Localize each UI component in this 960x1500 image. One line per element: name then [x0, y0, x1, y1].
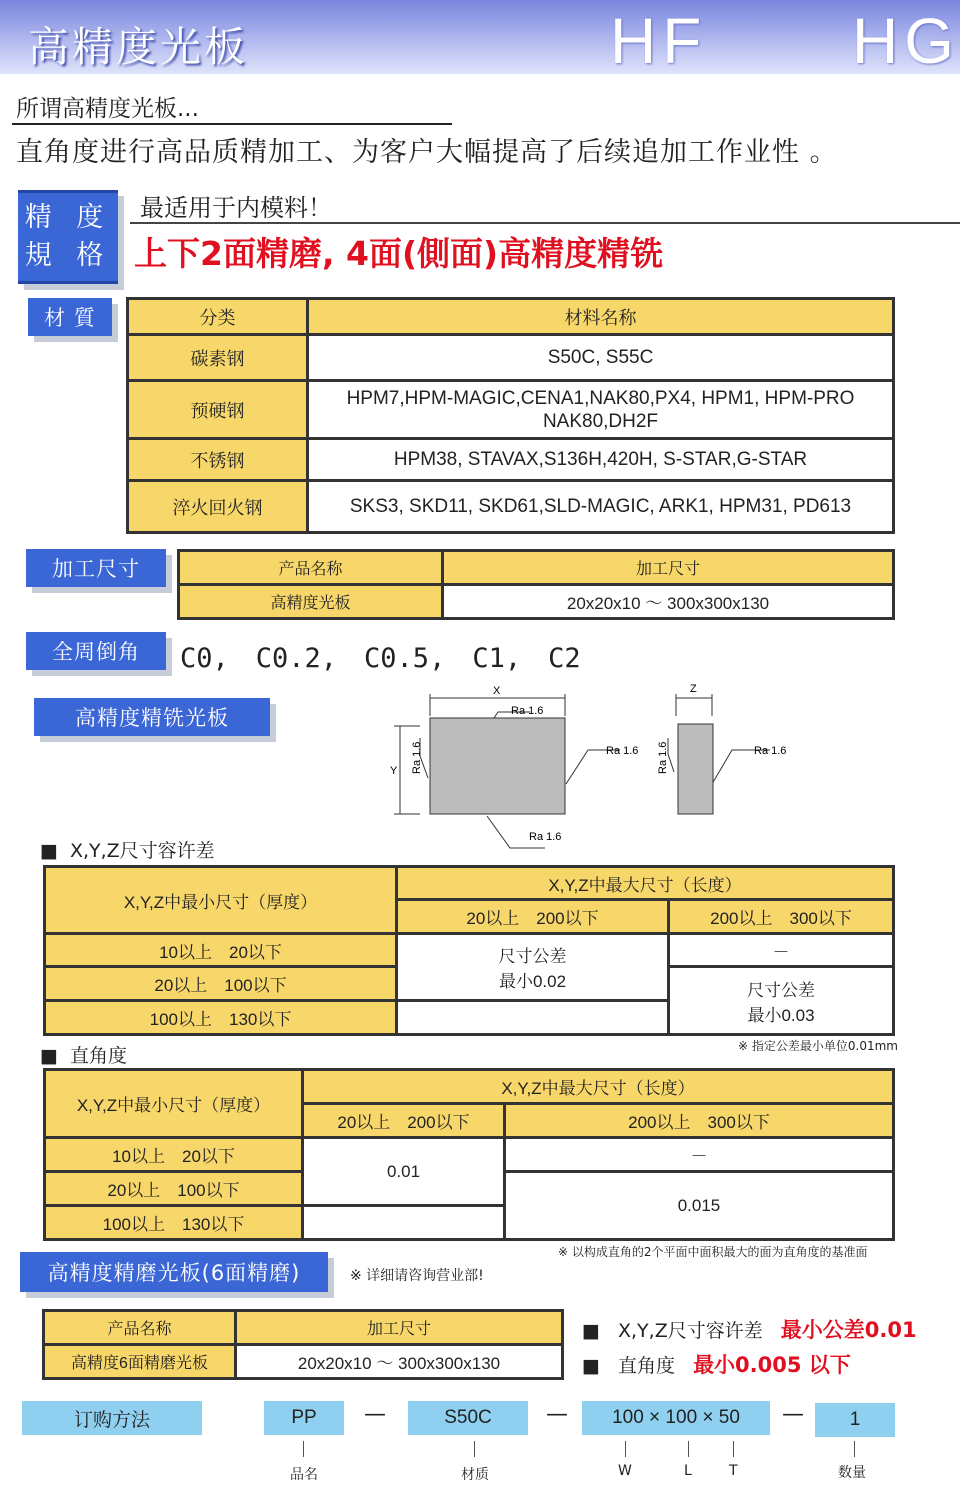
- material-category: 不锈钢: [128, 439, 308, 481]
- series-code-hf: HF: [610, 5, 708, 77]
- tolerance-note: ※ 指定公差最小单位0.01mm: [738, 1039, 898, 1053]
- tolerance-value-1-line2: 最小0.02: [498, 972, 567, 991]
- size-label: 加工尺寸: [26, 549, 166, 587]
- ra-z-right: Ra 1.6: [754, 745, 787, 757]
- squareness-value-1: 0.01: [303, 1138, 505, 1206]
- tolerance-value-1: [397, 934, 669, 1001]
- order-label-w: W: [618, 1463, 632, 1479]
- order-dash: —: [782, 1402, 804, 1427]
- order-leader: [688, 1441, 689, 1457]
- page-header: [0, 0, 960, 77]
- size-range: 20x20x10 ～ 300x300x130: [443, 585, 894, 619]
- material-table: [126, 297, 895, 534]
- squareness-col1: 20以上 200以下: [303, 1104, 505, 1138]
- tolerance-dash: －: [669, 934, 894, 967]
- ground-range: 20x20x10 ～ 300x300x130: [236, 1345, 563, 1379]
- material-category: 碳素钢: [128, 335, 308, 381]
- intro-divider: [12, 123, 452, 125]
- squareness-value-2: 0.015: [505, 1172, 894, 1240]
- ground-note: ※ 详细请咨询营业部!: [350, 1268, 484, 1284]
- tolerance-value-1-line1: 尺寸公差: [498, 947, 567, 966]
- order-dash: —: [364, 1402, 386, 1427]
- ground-label: 高精度精磨光板(6面精磨): [20, 1252, 328, 1292]
- size-header-product: 产品名称: [179, 551, 443, 585]
- squareness-title: ■ 直角度: [40, 1041, 127, 1068]
- order-leader: [303, 1441, 304, 1457]
- order-label-l: L: [684, 1463, 692, 1479]
- order-code-box: PP: [264, 1401, 344, 1435]
- axis-z: Z: [690, 683, 697, 695]
- order-label-qty: 数量: [838, 1465, 866, 1481]
- page-title: 高精度光板: [28, 23, 248, 71]
- squareness-row-label: 20以上 100以下: [45, 1172, 303, 1206]
- material-names: SKS3, SKD11, SKD61,SLD-MAGIC, ARK1, HPM31, PD613: [308, 481, 894, 533]
- tolerance-value-2-line2: 最小0.03: [747, 1005, 815, 1025]
- ground-table: [42, 1309, 564, 1380]
- material-names: [308, 381, 894, 439]
- material-names-line2: NAK80,DH2F: [542, 410, 659, 432]
- intro-heading: 所谓高精度光板...: [16, 96, 199, 122]
- spec-label-box: [18, 190, 118, 284]
- spec-label-line2: 規 格: [24, 240, 112, 271]
- size-header-range: 加工尺寸: [443, 551, 894, 585]
- tolerance-col2: 200以上 300以下: [669, 900, 894, 934]
- squareness-min-head: X,Y,Z中最小尺寸（厚度）: [45, 1070, 303, 1138]
- tolerance-row-label: 20以上 100以下: [45, 967, 397, 1001]
- chamfer-label: 全周倒角: [26, 632, 166, 670]
- chamfer-values: C0, C0.2, C0.5, C1, C2: [180, 643, 581, 674]
- ground-spec-1-label: X,Y,Z尺寸容许差: [618, 1320, 763, 1342]
- order-material-box: S50C: [408, 1401, 528, 1435]
- order-dash: —: [546, 1402, 568, 1427]
- tolerance-empty-cell: [397, 1001, 669, 1035]
- tolerance-value-2-line1: 尺寸公差: [747, 980, 815, 1000]
- ra-bottom: Ra 1.6: [529, 831, 562, 843]
- spec-divider: [130, 222, 960, 224]
- axis-x: X: [493, 685, 501, 697]
- series-code-hg: HG: [852, 5, 960, 77]
- ground-product: 高精度6面精磨光板: [44, 1345, 236, 1379]
- intro-body: 直角度进行高品质精加工、为客户大幅提高了后续追加工作业性 。: [16, 137, 838, 168]
- squareness-empty-cell: [303, 1206, 505, 1240]
- tolerance-max-head: X,Y,Z中最大尺寸（长度）: [397, 867, 894, 900]
- ra-right: Ra 1.6: [606, 745, 639, 757]
- spec-highlight: 上下2面精磨, 4面(側面)高精度精铣: [134, 234, 664, 273]
- material-category: 淬火回火钢: [128, 481, 308, 533]
- spec-label-line1: 精 度: [24, 202, 112, 233]
- ground-header-range: 加工尺寸: [236, 1311, 563, 1345]
- order-dims-box: 100 × 100 × 50: [582, 1401, 770, 1435]
- order-label-t: T: [729, 1463, 738, 1479]
- order-leader: [854, 1441, 855, 1457]
- ra-left: Ra 1.6: [411, 741, 423, 774]
- ground-spec-2: [582, 1349, 851, 1379]
- squareness-col2: 200以上 300以下: [505, 1104, 894, 1138]
- squareness-max-head: X,Y,Z中最大尺寸（长度）: [303, 1070, 894, 1104]
- ground-header-product: 产品名称: [44, 1311, 236, 1345]
- axis-y: Y: [390, 765, 398, 777]
- material-names: S50C, S55C: [308, 335, 894, 381]
- squareness-row-label: 10以上 20以下: [45, 1138, 303, 1172]
- material-names-line1: HPM7,HPM-MAGIC,CENA1,NAK80,PX4, HPM1, HPM-PRO: [346, 387, 855, 409]
- ground-spec-2-value: 最小0.005 以下: [693, 1353, 851, 1377]
- order-label-material: 材质: [461, 1467, 489, 1483]
- order-label: 订购方法: [22, 1401, 202, 1435]
- tolerance-title: ■ X,Y,Z尺寸容许差: [40, 836, 215, 863]
- order-qty-box: 1: [815, 1403, 895, 1437]
- tolerance-row-label: 10以上 20以下: [45, 934, 397, 967]
- tolerance-row-label: 100以上 130以下: [45, 1001, 397, 1035]
- material-label: 材 質: [28, 298, 112, 336]
- ra-top: Ra 1.6: [511, 705, 544, 717]
- order-leader: [733, 1441, 734, 1457]
- material-header-names: 材料名称: [308, 299, 894, 335]
- order-label-code: 品名: [290, 1467, 318, 1483]
- ground-spec-1: [582, 1314, 917, 1344]
- spec-subtitle: 最适用于内模料！: [140, 194, 332, 222]
- ground-spec-1-value: 最小公差0.01: [780, 1318, 917, 1342]
- plate-diagram: [380, 676, 800, 856]
- ra-z-left: Ra 1.6: [657, 741, 669, 774]
- size-table: [177, 549, 895, 620]
- tolerance-value-2: [669, 967, 894, 1035]
- squareness-table: [43, 1068, 895, 1241]
- tolerance-min-head: X,Y,Z中最小尺寸（厚度）: [45, 867, 397, 934]
- tolerance-table: [43, 865, 895, 1036]
- tolerance-col1: 20以上 200以下: [397, 900, 669, 934]
- squareness-dash: －: [505, 1138, 894, 1172]
- order-leader: [625, 1441, 626, 1457]
- size-product: 高精度光板: [179, 585, 443, 619]
- milled-label: 高精度精铣光板: [34, 698, 270, 736]
- material-names: HPM38, STAVAX,S136H,420H, S-STAR,G-STAR: [308, 439, 894, 481]
- squareness-row-label: 100以上 130以下: [45, 1206, 303, 1240]
- material-header-category: 分类: [128, 299, 308, 335]
- squareness-note: ※ 以构成直角的2个平面中面积最大的面为直角度的基准面: [558, 1245, 868, 1259]
- ground-spec-2-label: 直角度: [618, 1355, 676, 1377]
- order-leader: [474, 1441, 475, 1457]
- material-category: 预硬钢: [128, 381, 308, 439]
